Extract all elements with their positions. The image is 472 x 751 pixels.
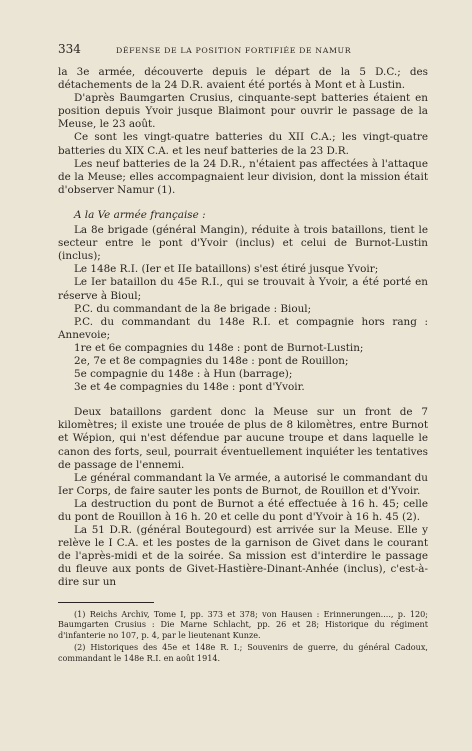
paragraph: D'après Baumgarten Crusius, cinquante-sept batteries étaient en position depuis Yvoir jusque Blaimont pour ouvrir le passage de la Meuse, le 23 août. bbox=[58, 92, 428, 131]
paragraph: La 8e brigade (général Mangin), réduite à trois bataillons, tient le secteur entre le pont d'Yvoir (inclus) et celui de Burnot-Lustin (inclus); bbox=[58, 224, 428, 263]
paragraph: Le Ier bataillon du 45e R.I., qui se trouvait à Yvoir, a été porté en réserve à Bioul; bbox=[58, 276, 428, 302]
paragraph: Le 148e R.I. (Ier et IIe bataillons) s'est étiré jusque Yvoir; bbox=[74, 263, 379, 276]
paragraph: P.C. du commandant du 148e R.I. et compagnie hors rang : Annevoie; bbox=[58, 315, 428, 341]
paragraph: 3e et 4e compagnies du 148e : pont d'Yvoir. bbox=[74, 381, 305, 394]
paragraph: Deux bataillons gardent donc la Meuse sur un front de 7 kilomètres; il existe une trouée de plus de 8 kilomètres, entre Burnot et Wépion, qui n'est défendue par aucune troupe et dans laquelle le canon des forts, seul, pourrait éventuellement inquiéter les tentatives de passage de l'ennemi. bbox=[58, 406, 428, 471]
paragraph: La 51 D.R. (général Boutegourd) est arrivée sur la Meuse. Elle y relève le I C.A. et les postes de la garnison de Givet dans le courant de l'après-midi et de la soirée. Sa mission est d'interdire le passage du fleuve aux ponts de Givet-Hastière-Dinant-Anhée (inclus), c'est-à-dire sur un bbox=[58, 524, 428, 589]
paragraph: la 3e armée, découverte depuis le départ de la 5 D.C.; des détachements de la 24 D.R. avaient été portés à Mont et à Lustin. bbox=[58, 66, 428, 92]
paragraph: P.C. du commandant de la 8e brigade : Bioul; bbox=[74, 302, 312, 315]
paragraph: Les neuf batteries de la 24 D.R., n'étaient pas affectées à l'attaque de la Meuse; elles accompagnaient leur division, dont la mission était d'observer Namur (1). bbox=[58, 157, 428, 196]
page-number: 334 bbox=[58, 42, 81, 56]
paragraph: 1re et 6e compagnies du 148e : pont de Burnot-Lustin; bbox=[74, 341, 364, 354]
running-title: DÉFENSE DE LA POSITION FORTIFIÉE DE NAMUR bbox=[116, 46, 352, 55]
paragraph: Ce sont les vingt-quatre batteries du XII C.A.; les vingt-quatre batteries du XIX C.A. et les neuf batteries de la 23 D.R. bbox=[58, 131, 428, 157]
paragraph: 2e, 7e et 8e compagnies du 148e : pont de Rouillon; bbox=[74, 354, 349, 367]
footnote: (1) Reichs Archiv, Tome I, pp. 373 et 378; von Hausen : Erinnerungen...., p. 120; Baumgarten Crusius : Die Marne Schlacht, pp. 26 et 28; Historique du régiment d'infanterie no 107, p. 4, par le lieutenant Kunze. bbox=[58, 608, 428, 640]
page-header bbox=[58, 42, 428, 56]
paragraph: A la Ve armée française : bbox=[74, 208, 206, 221]
paragraph: Le général commandant la Ve armée, a autorisé le commandant du Ier Corps, de faire sauter les ponts de Burnot, de Rouillon et d'Yvoir. bbox=[58, 471, 428, 497]
paragraph: 5e compagnie du 148e : à Hun (barrage); bbox=[74, 368, 293, 381]
footnotes bbox=[58, 609, 428, 664]
footnote-separator bbox=[58, 602, 154, 603]
body-text bbox=[58, 66, 428, 590]
footnote: (2) Historiques des 45e et 148e R. I.; Souvenirs de guerre, du général Cadoux, commandant le 148e R.I. en août 1914. bbox=[58, 642, 428, 663]
paragraph: La destruction du pont de Burnot a été effectuée à 16 h. 45; celle du pont de Rouillon à 16 h. 20 et celle du pont d'Yvoir à 16 h. 45 (2). bbox=[58, 497, 428, 523]
